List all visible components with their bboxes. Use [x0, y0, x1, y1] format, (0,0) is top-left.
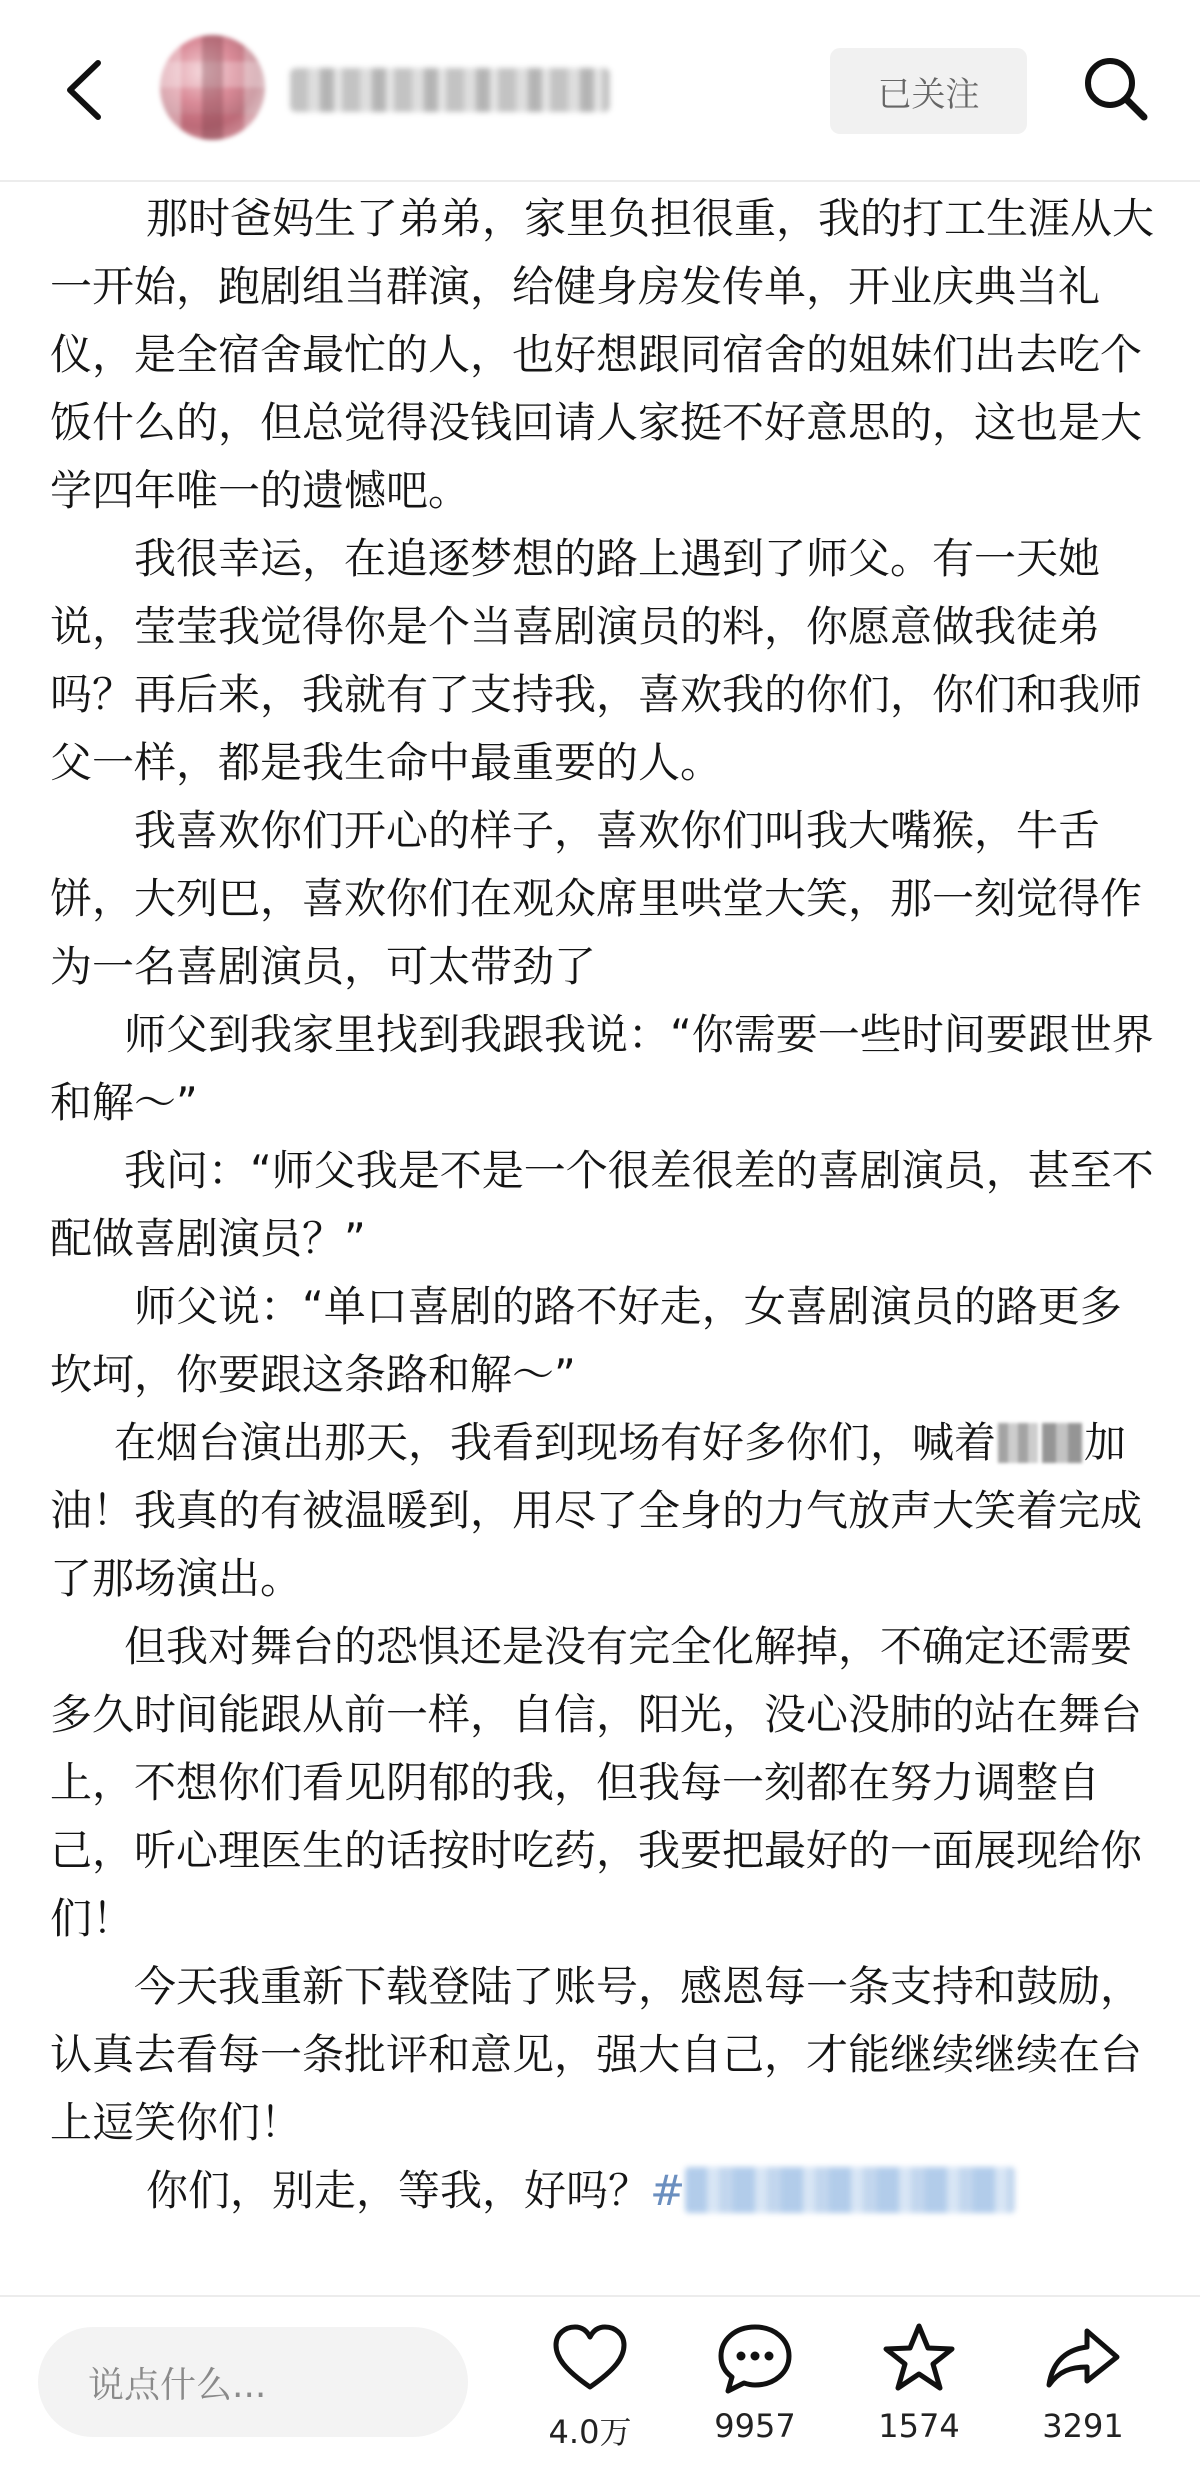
like-count: 4.0万 [548, 2413, 632, 2451]
paragraph-6: 师父说：“单口喜剧的路不好走，女喜剧演员的路更多坎坷，你要跟这条路和解～” [50, 1282, 1122, 1399]
share-button[interactable] [1018, 2319, 1148, 2445]
paragraph-10-text: 你们，别走，等我，好吗？ [146, 2166, 651, 2215]
back-button[interactable] [50, 55, 120, 125]
paragraph-7 [50, 1409, 1160, 1613]
paragraph-1: 那时爸妈生了弟弟，家里负担很重，我的打工生涯从大一开始，跑剧组当群演，给健身房发传单，开业庆典当礼仪，是全宿舍最忙的人，也好想跟同宿舍的姐妹们出去吃个饭什么的，但总觉得没钱回请人家挺不好意思的，这也是大学四年唯一的遗憾吧。 [50, 194, 1155, 515]
author-name-blurred[interactable] [290, 68, 610, 112]
search-icon [1079, 52, 1151, 124]
comment-count: 9957 [714, 2407, 796, 2445]
author-avatar[interactable] [160, 35, 265, 140]
hashtag-link[interactable] [650, 2166, 1015, 2215]
post-body [50, 185, 1160, 2225]
comment-input[interactable]: 说点什么... [38, 2327, 468, 2437]
comment-icon [715, 2319, 795, 2399]
chevron-left-icon [60, 55, 110, 125]
share-icon [1043, 2319, 1123, 2399]
top-bar [0, 0, 1200, 182]
share-count: 3291 [1042, 2407, 1124, 2445]
like-button[interactable] [525, 2319, 655, 2453]
paragraph-7-part-1: 在烟台演出那天，我看到现场有好多你们，喊着 [114, 1418, 997, 1467]
heart-icon [550, 2319, 630, 2399]
paragraph-2: 我很幸运，在追逐梦想的路上遇到了师父。有一天她说，莹莹我觉得你是个当喜剧演员的料，你愿意做我徒弟吗？再后来，我就有了支持我，喜欢我的你们，你们和我师父一样，都是我生命中最重要的人。 [50, 534, 1143, 787]
paragraph-7-part-2: 加油！我真的有被温暖到，用尽了全身的力气放声大笑着完成了那场演出。 [50, 1418, 1143, 1603]
favorite-button[interactable] [854, 2319, 984, 2445]
bottom-action-bar [0, 2295, 1200, 2469]
paragraph-9: 今天我重新下载登陆了账号，感恩每一条支持和鼓励，认真去看每一条批评和意见，强大自己，才能继续继续在台上逗笑你们！ [50, 1962, 1143, 2147]
paragraph-3: 我喜欢你们开心的样子，喜欢你们叫我大嘴猴，牛舌饼，大列巴，喜欢你们在观众席里哄堂大笑，那一刻觉得作为一名喜剧演员，可太带劲了 [50, 806, 1143, 991]
censored-name-mosaic [998, 1423, 1038, 1463]
censored-name-mosaic [1042, 1423, 1082, 1463]
star-icon [879, 2319, 959, 2399]
paragraph-8: 但我对舞台的恐惧还是没有完全化解掉，不确定还需要多久时间能跟从前一样，自信，阳光，没心没肺的站在舞台上，不想你们看见阴郁的我，但我每一刻都在努力调整自己，听心理医生的话按时吃药，我要把最好的一面展现给你们！ [50, 1622, 1143, 1943]
follow-button[interactable]: 已关注 [830, 48, 1027, 134]
paragraph-10 [50, 2157, 1160, 2225]
paragraph-5: 我问：“师父我是不是一个很差很差的喜剧演员，甚至不配做喜剧演员？” [50, 1146, 1154, 1263]
search-button[interactable] [1075, 48, 1155, 128]
paragraph-4: 师父到我家里找到我跟我说：“你需要一些时间要跟世界和解～” [50, 1010, 1154, 1127]
hashtag-blurred [685, 2167, 1015, 2213]
favorite-count: 1574 [878, 2407, 960, 2445]
comment-button[interactable] [690, 2319, 820, 2445]
hashtag-prefix: # [650, 2166, 686, 2215]
